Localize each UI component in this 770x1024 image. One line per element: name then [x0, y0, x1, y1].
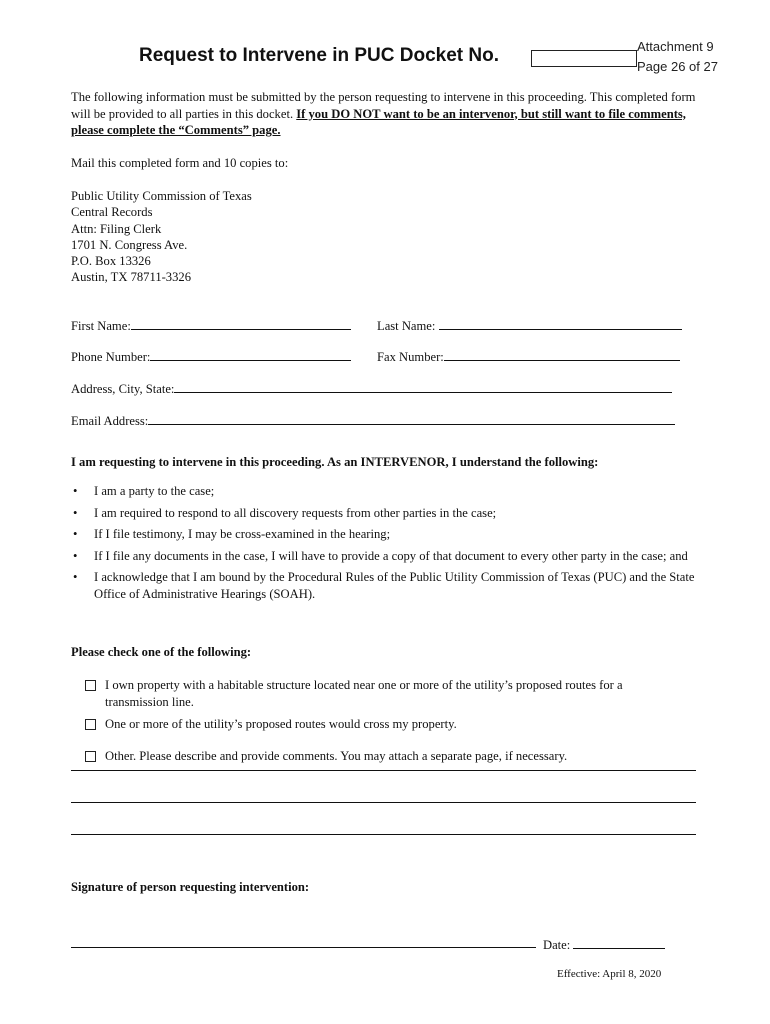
comment-line[interactable] [71, 834, 696, 835]
bullet-icon: • [73, 505, 78, 520]
option-property-near-route[interactable] [85, 677, 685, 710]
acknowledgement-list [71, 483, 701, 602]
date-row [543, 937, 665, 953]
list-item-text: I acknowledge that I am bound by the Procedural Rules of the Public Utility Commission of Texas (PUC) and the State Office of Administrative Hearings (SOAH). [94, 570, 695, 601]
checkbox[interactable] [85, 680, 96, 691]
list-item [71, 483, 701, 500]
bullet-icon: • [73, 548, 78, 563]
signature-field[interactable] [71, 947, 536, 948]
address-line: 1701 N. Congress Ave. [71, 237, 188, 252]
attachment-header [637, 37, 718, 77]
mailing-address [71, 188, 252, 286]
address-line: Attn: Filing Clerk [71, 221, 162, 236]
list-item [71, 569, 701, 602]
intro-paragraph [71, 89, 701, 139]
intervene-heading: I am requesting to intervene in this proceeding. As an INTERVENOR, I understand the following: [71, 455, 599, 469]
page-number: Page 26 of 27 [637, 59, 718, 74]
first-name-label: First Name: [71, 319, 131, 333]
list-item-text: I am a party to the case; [94, 484, 215, 498]
address-field[interactable] [174, 381, 672, 393]
bullet-icon: • [73, 484, 78, 498]
comment-line[interactable] [71, 802, 696, 803]
address-label: Address, City, State: [71, 382, 175, 396]
last-name-field[interactable] [439, 318, 682, 330]
mail-instruction: Mail this completed form and 10 copies to: [71, 156, 289, 170]
checkbox[interactable] [85, 751, 96, 762]
checkbox[interactable] [85, 719, 96, 730]
list-item-text: I am required to respond to all discovery requests from other parties in the case; [94, 505, 497, 520]
option-label: Other. Please describe and provide comments. You may attach a separate page, if necessary. [105, 749, 568, 763]
fax-label: Fax Number: [377, 350, 444, 364]
phone-field[interactable] [150, 349, 351, 361]
date-label: Date: [543, 938, 574, 952]
bullet-icon: • [73, 527, 78, 541]
docket-number-field[interactable] [531, 50, 637, 67]
list-item [71, 526, 701, 543]
option-label: I own property with a habitable structure located near one or more of the utility’s proposed routes for a transmission line. [105, 678, 623, 709]
email-row [71, 413, 675, 429]
intro-text: The following information must be submitted by the person requesting to intervene in this proceeding. This completed form will be provided to all parties in this docket. [71, 90, 696, 121]
date-field[interactable] [573, 937, 665, 949]
option-other[interactable] [85, 748, 685, 765]
last-name-label: Last Name: [377, 319, 439, 333]
address-line: Public Utility Commission of Texas [71, 189, 252, 203]
form-title: Request to Intervene in PUC Docket No. [139, 45, 500, 66]
address-row [71, 381, 672, 397]
last-name-row [377, 318, 682, 334]
address-line: Austin, TX 78711-3326 [71, 270, 191, 285]
email-field[interactable] [148, 413, 675, 425]
option-route-crosses-property[interactable] [85, 716, 685, 733]
phone-label: Phone Number: [71, 350, 151, 364]
list-item-text: If I file any documents in the case, I will have to provide a copy of that document to every other party in the case; and [94, 548, 688, 563]
address-line: Central Records [71, 205, 153, 220]
phone-row [71, 349, 351, 365]
comment-line[interactable] [71, 770, 696, 771]
option-label: One or more of the utility’s proposed routes would cross my property. [105, 717, 457, 731]
attachment-label: Attachment 9 [637, 39, 714, 54]
signature-label: Signature of person requesting intervention: [71, 880, 310, 894]
list-item-text: If I file testimony, I may be cross-examined in the hearing; [94, 527, 391, 541]
address-line: P.O. Box 13326 [71, 254, 151, 269]
intro-emphasis: If you DO NOT want to be an intervenor, but still want to file comments, please complete the “Comments” page. [71, 106, 686, 137]
first-name-row [71, 318, 351, 334]
list-item [71, 505, 701, 522]
fax-field[interactable] [444, 349, 680, 361]
check-heading: Please check one of the following: [71, 645, 252, 659]
fax-row [377, 349, 680, 365]
list-item [71, 548, 701, 565]
effective-date: Effective: April 8, 2020 [557, 968, 662, 980]
email-label: Email Address: [71, 414, 149, 428]
bullet-icon: • [73, 570, 78, 584]
first-name-field[interactable] [131, 318, 351, 330]
